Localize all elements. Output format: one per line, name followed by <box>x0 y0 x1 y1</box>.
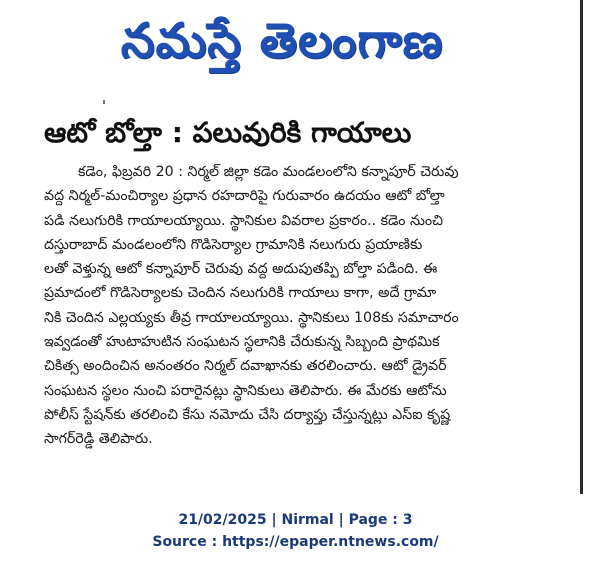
article-line: వద్ద నిర్మల్-మంచిర్యాల ప్రధాన రహదారిపై గురువారం ఉదయం ఆటో బోల్తా <box>44 188 445 205</box>
newspaper-masthead: నమస్తే తెలంగాణ <box>120 13 444 69</box>
article-line: నికి చెందిన ఎల్లయ్యకు తీవ్ర గాయాలయ్యాయి. స్థానికులు 108కు సమాచారం <box>44 309 459 326</box>
article-line: ప్రమాదంలో గొడిసెర్యాలకు చెందిన నలుగురికి గాయాలు కాగా, అదే గ్రామా <box>44 285 437 302</box>
source-link[interactable]: Source : https://epaper.ntnews.com/ <box>152 534 439 550</box>
article-line: పడి నలుగురికి గాయాలయ్యాయి. స్థానికుల వివరాల ప్రకారం.. కడెం నుంచి <box>44 212 443 229</box>
divider-mark <box>103 100 105 104</box>
article-line: సాగర్‌రెడ్డి తెలిపారు. <box>44 431 153 448</box>
article-line: చికిత్స అందించిన అనంతరం నిర్మల్ దవాఖానకు తరలించారు. ఆటో డ్రైవర్ <box>44 358 447 375</box>
article-headline: ఆటో బోల్తా : పలువురికి గాయాలు <box>44 116 412 149</box>
clipping-border <box>580 0 583 494</box>
article-line: పోలీస్ స్టేషన్‌కు తరలించి కేసు నమోదు చేసి దర్యాప్తు చేస్తున్నట్లు ఎస్ఐ కృష్ణ <box>44 406 451 423</box>
article-line: లతో వెళ్తున్న ఆటో కన్నాపూర్ చెరువు వద్ద అదుపుతప్పి బోల్తా పడింది. ఈ <box>44 261 438 278</box>
article-line: కడెం, ఫిబ్రవరి 20 : నిర్మల్ జిల్లా కడెం మండలంలోని కన్నాపూర్ చెరువు <box>78 164 459 180</box>
publication-info: 21/02/2025 | Nirmal | Page : 3 <box>178 512 413 528</box>
article-line: సంఘటన స్థలం నుంచి పరారైనట్లు స్థానికులు తెలిపారు. ఈ మేరకు ఆటోను <box>44 382 447 399</box>
article-line: దస్తురాబాద్ మండలంలోని గొడిసెర్యాల గ్రామానికి నలుగురు ప్రయాణికు <box>44 236 423 253</box>
article-line: ఇవ్వడంతో హుటాహుటిన సంఘటన స్థలానికి చేరుకున్న సిబ్బంది ప్రాథమిక <box>44 334 440 351</box>
article-body <box>44 160 564 500</box>
